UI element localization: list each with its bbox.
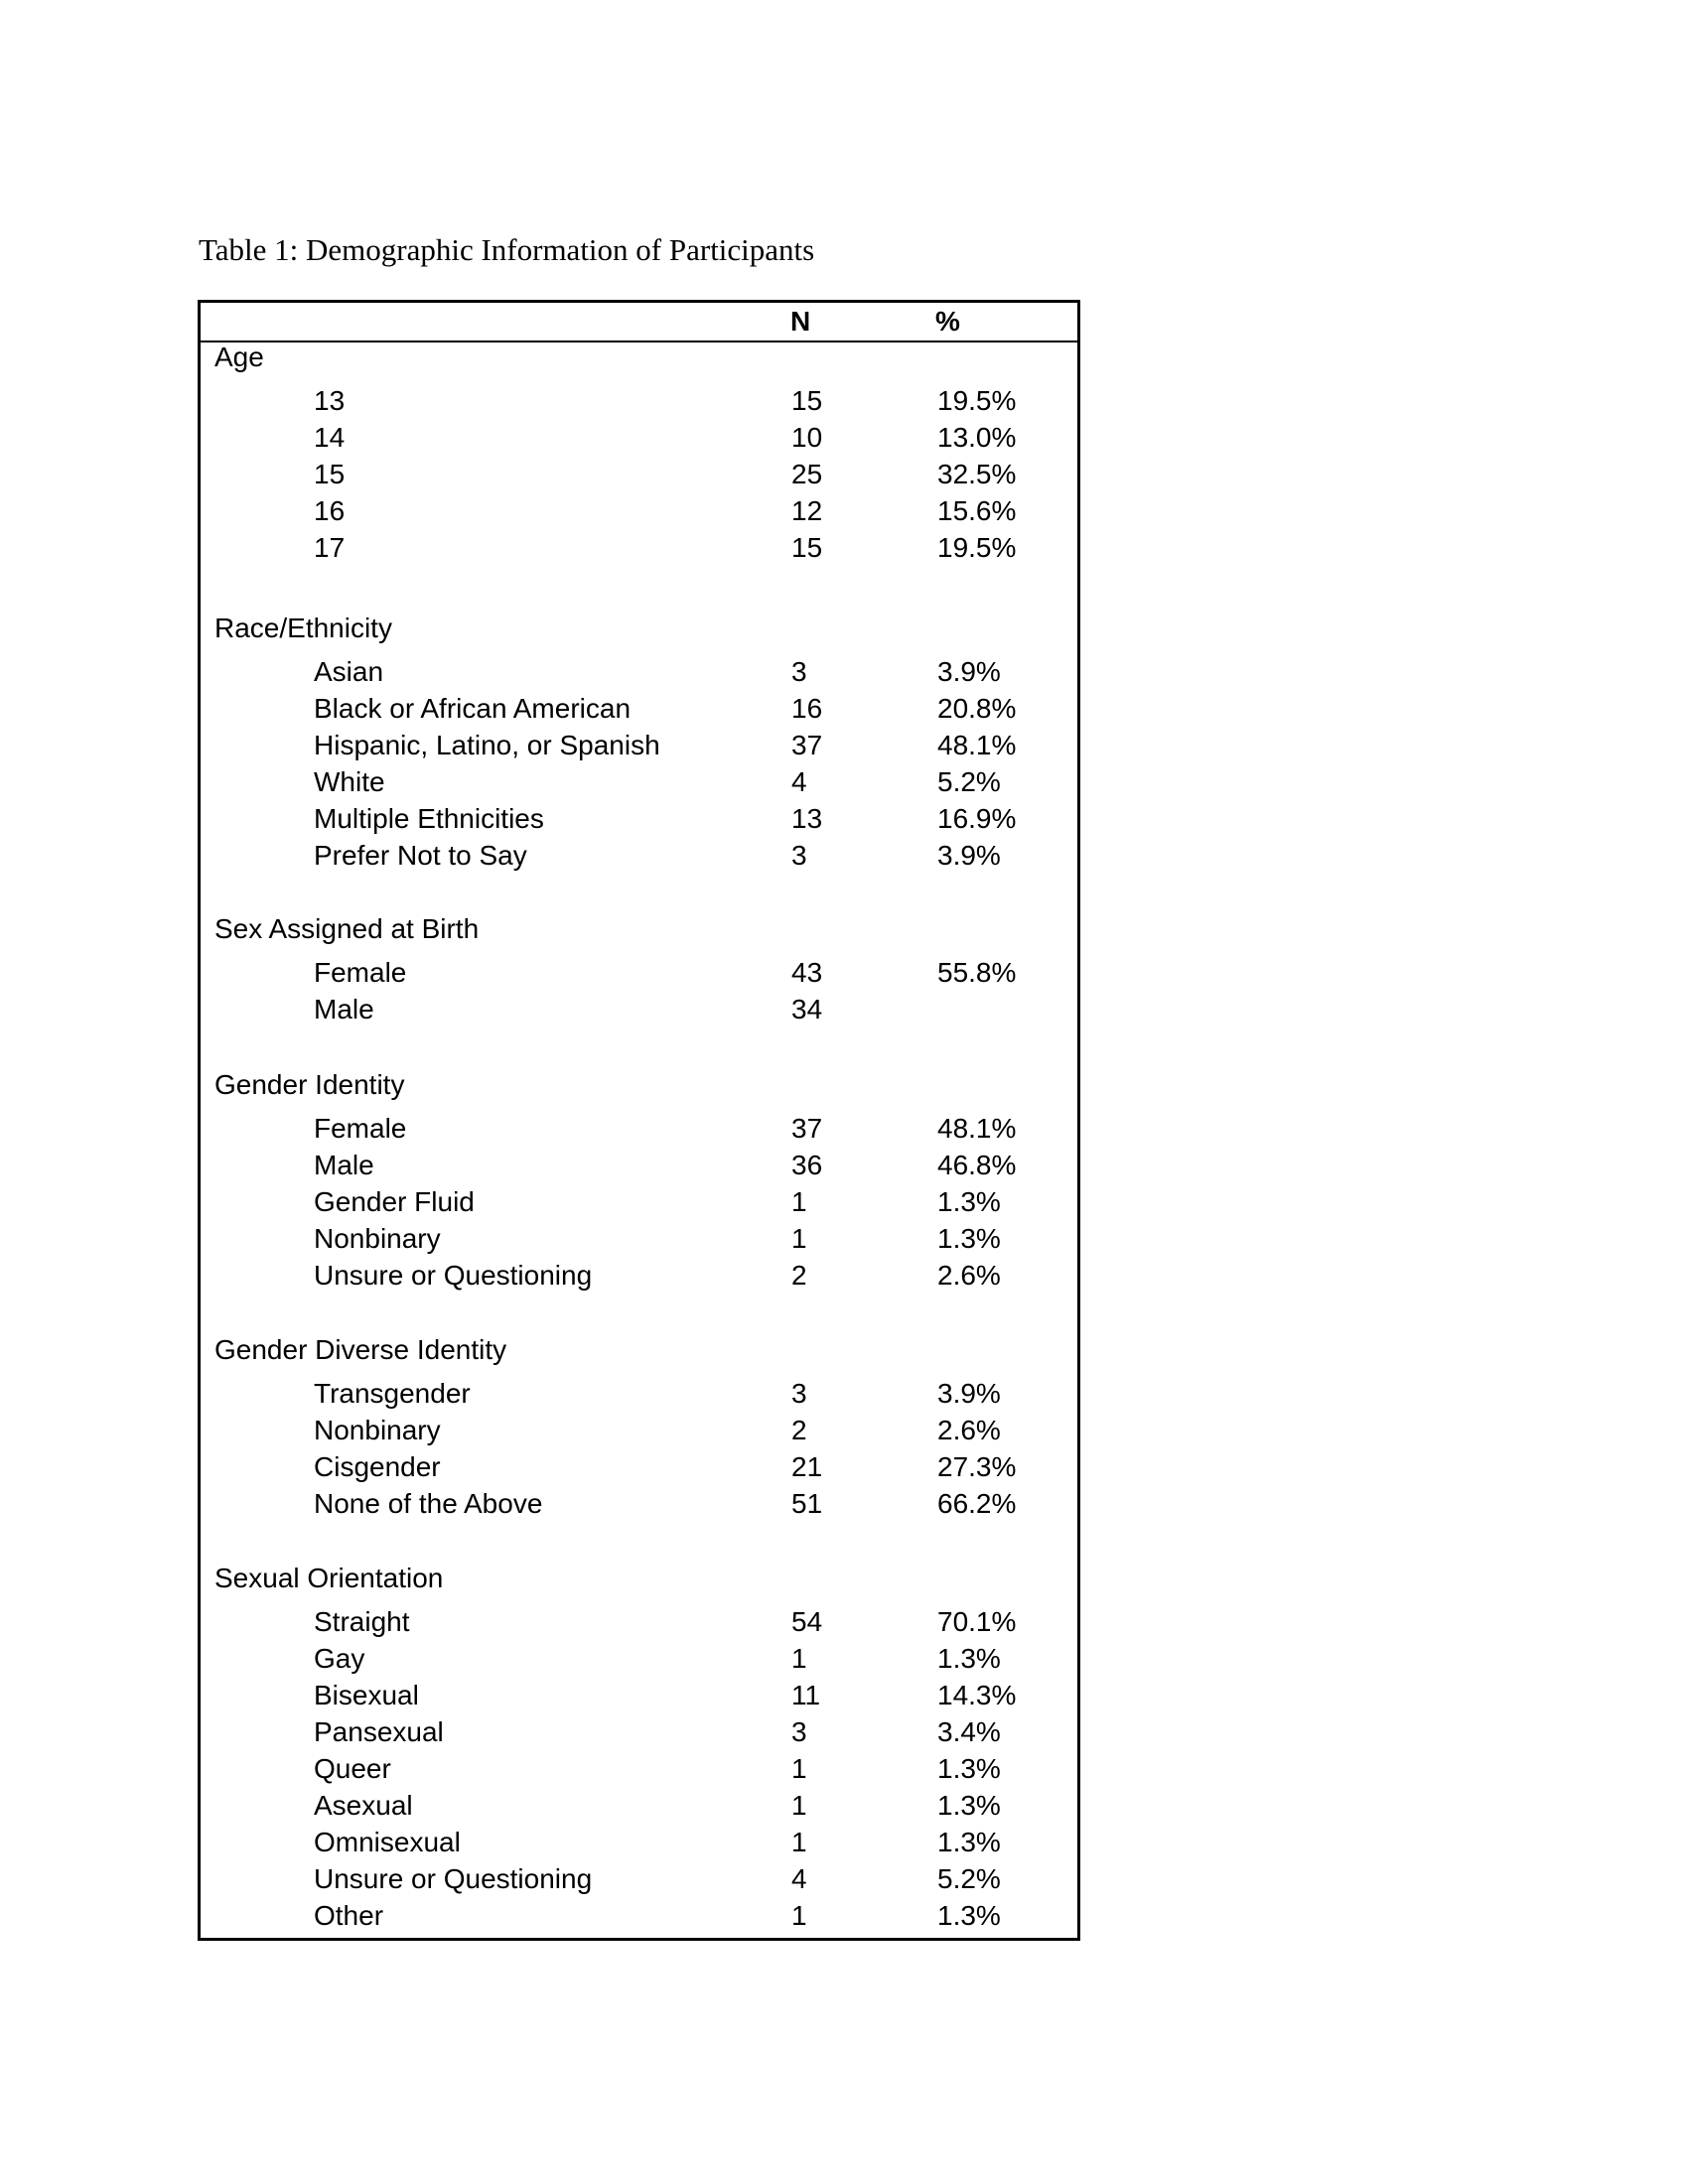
row-label: Male [314, 994, 374, 1024]
section-title-age: Age [214, 341, 264, 372]
row-percent-value: 15.6% [937, 495, 1017, 526]
row-n-value: 1 [791, 1753, 807, 1784]
row-label: White [314, 766, 385, 797]
row-label: Pansexual [314, 1716, 444, 1747]
row-percent-value: 3.9% [937, 840, 1001, 871]
row-n-value: 25 [791, 459, 823, 489]
row-percent-value: 70.1% [937, 1606, 1017, 1637]
row-n-value: 36 [791, 1150, 823, 1180]
section-title-gender-identity: Gender Identity [214, 1069, 405, 1100]
row-label: Gay [314, 1643, 365, 1674]
row-label: Nonbinary [314, 1415, 441, 1445]
row-label: Omnisexual [314, 1827, 461, 1857]
row-label: Gender Fluid [314, 1186, 475, 1217]
row-percent-value: 5.2% [937, 1863, 1001, 1894]
row-label: Asexual [314, 1790, 413, 1821]
table-header-row [201, 303, 1077, 342]
row-n-value: 37 [791, 1113, 823, 1144]
section-title-sex-assigned-at-birth: Sex Assigned at Birth [214, 913, 480, 944]
row-label: Female [314, 957, 407, 988]
row-percent-value: 20.8% [937, 693, 1017, 724]
row-n-value: 4 [791, 1863, 807, 1894]
row-label: Nonbinary [314, 1223, 441, 1254]
row-label: Female [314, 1113, 407, 1144]
row-label: 13 [314, 385, 346, 416]
row-n-value: 1 [791, 1223, 807, 1254]
row-n-value: 3 [791, 1378, 807, 1409]
row-percent-value: 19.5% [937, 532, 1017, 563]
row-n-value: 2 [791, 1415, 807, 1445]
row-percent-value: 1.3% [937, 1827, 1001, 1857]
row-n-value: 54 [791, 1606, 823, 1637]
row-n-value: 13 [791, 803, 823, 834]
row-percent-value: 1.3% [937, 1223, 1001, 1254]
row-percent-value: 14.3% [937, 1680, 1017, 1710]
row-percent-value: 3.9% [937, 656, 1001, 687]
row-percent-value: 27.3% [937, 1451, 1017, 1482]
row-percent-value: 1.3% [937, 1753, 1001, 1784]
row-n-value: 1 [791, 1643, 807, 1674]
row-label: Male [314, 1150, 374, 1180]
row-percent-value: 3.4% [937, 1716, 1001, 1747]
row-label: Unsure or Questioning [314, 1260, 593, 1291]
row-percent-value: 2.6% [937, 1415, 1001, 1445]
row-label: Unsure or Questioning [314, 1863, 593, 1894]
row-label: 17 [314, 532, 346, 563]
row-n-value: 1 [791, 1900, 807, 1931]
row-n-value: 4 [791, 766, 807, 797]
row-label: Cisgender [314, 1451, 441, 1482]
row-n-value: 43 [791, 957, 823, 988]
row-percent-value: 5.2% [937, 766, 1001, 797]
row-n-value: 1 [791, 1827, 807, 1857]
row-percent-value: 3.9% [937, 1378, 1001, 1409]
row-percent-value: 1.3% [937, 1186, 1001, 1217]
row-n-value: 1 [791, 1790, 807, 1821]
row-percent-value: 55.8% [937, 957, 1017, 988]
row-percent-value: 46.8% [937, 1150, 1017, 1180]
row-percent-value: 32.5% [937, 459, 1017, 489]
row-label: Asian [314, 656, 384, 687]
row-percent-value: 19.5% [937, 385, 1017, 416]
header-n: N [790, 306, 811, 337]
row-n-value: 16 [791, 693, 823, 724]
row-label: Transgender [314, 1378, 471, 1409]
row-percent-value: 48.1% [937, 730, 1017, 760]
row-label: Multiple Ethnicities [314, 803, 544, 834]
row-percent-value: 13.0% [937, 422, 1017, 453]
row-n-value: 12 [791, 495, 823, 526]
row-label: Queer [314, 1753, 391, 1784]
row-n-value: 3 [791, 840, 807, 871]
row-label: Other [314, 1900, 384, 1931]
row-n-value: 11 [791, 1680, 821, 1710]
row-label: None of the Above [314, 1488, 543, 1519]
table-caption: Table 1: Demographic Information of Participants [199, 232, 815, 267]
row-n-value: 21 [791, 1451, 823, 1482]
section-title-sexual-orientation: Sexual Orientation [214, 1563, 444, 1593]
section-title-gender-diverse-identity: Gender Diverse Identity [214, 1334, 507, 1365]
section-title-race-ethnicity: Race/Ethnicity [214, 613, 392, 643]
row-n-value: 37 [791, 730, 823, 760]
row-percent-value: 48.1% [937, 1113, 1017, 1144]
row-percent-value: 2.6% [937, 1260, 1001, 1291]
row-label: Straight [314, 1606, 410, 1637]
row-percent-value: 1.3% [937, 1790, 1001, 1821]
row-label: 16 [314, 495, 346, 526]
row-n-value: 1 [791, 1186, 807, 1217]
header-percent: % [935, 306, 960, 337]
row-percent-value: 16.9% [937, 803, 1017, 834]
row-n-value: 15 [791, 532, 823, 563]
row-n-value: 2 [791, 1260, 807, 1291]
row-label: Black or African American [314, 693, 632, 724]
row-percent-value: 1.3% [937, 1900, 1001, 1931]
row-n-value: 10 [791, 422, 823, 453]
row-n-value: 15 [791, 385, 823, 416]
row-label: Hispanic, Latino, or Spanish [314, 730, 660, 760]
row-label: 14 [314, 422, 346, 453]
row-n-value: 3 [791, 1716, 807, 1747]
row-n-value: 51 [791, 1488, 823, 1519]
demographics-table [198, 300, 1080, 1941]
row-label: 15 [314, 459, 346, 489]
row-percent-value: 1.3% [937, 1643, 1001, 1674]
row-n-value: 3 [791, 656, 807, 687]
row-label: Bisexual [314, 1680, 419, 1710]
row-n-value: 34 [791, 994, 823, 1024]
row-percent-value: 66.2% [937, 1488, 1017, 1519]
row-label: Prefer Not to Say [314, 840, 527, 871]
